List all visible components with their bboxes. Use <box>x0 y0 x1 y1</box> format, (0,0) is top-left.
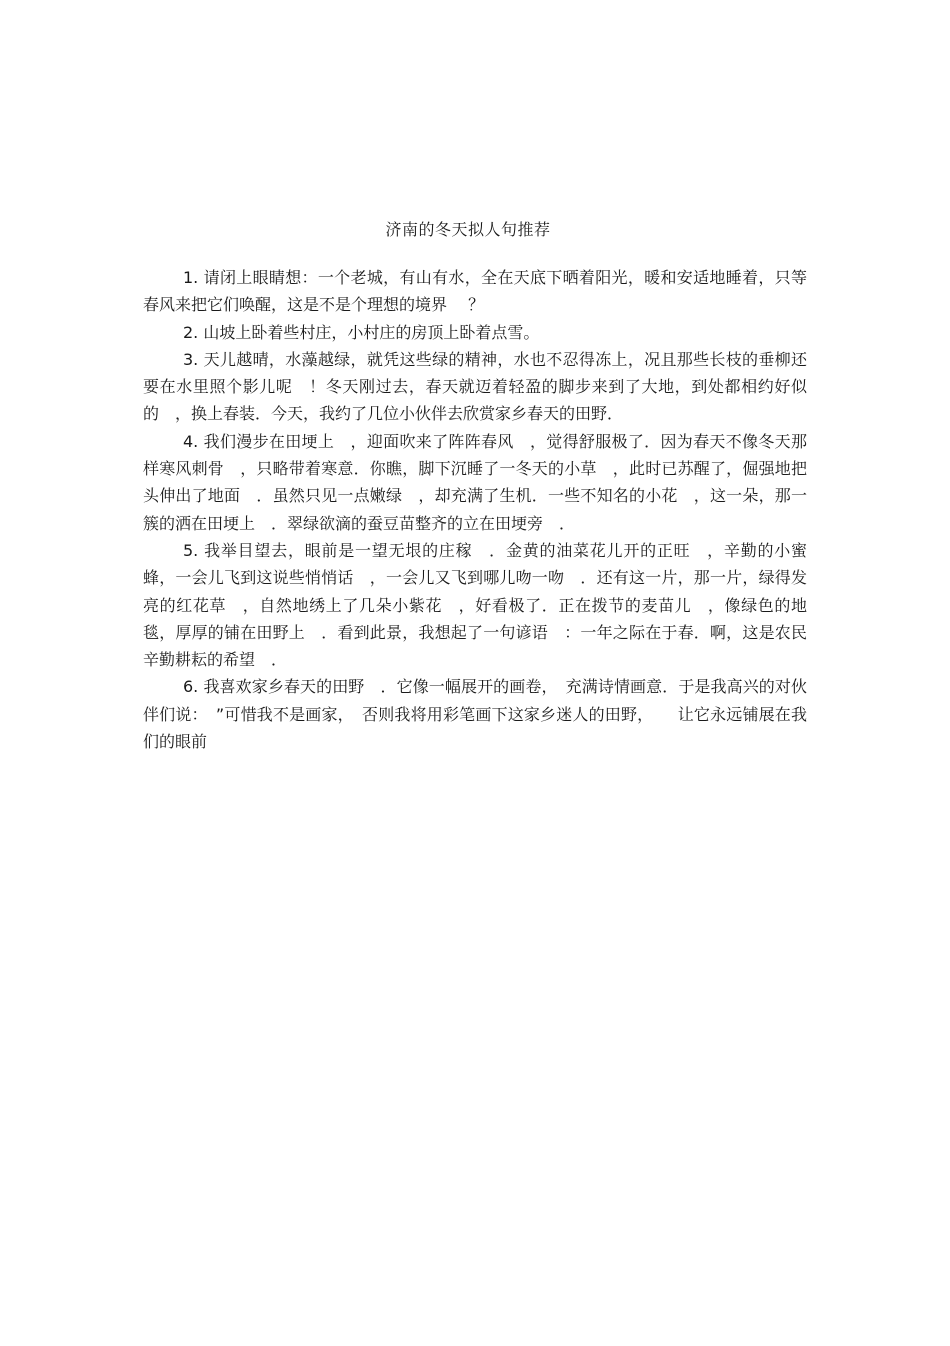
document-body <box>143 264 807 755</box>
paragraph-2: 2. 山坡上卧着些村庄，小村庄的房顶上卧着点雪。 <box>183 322 540 342</box>
paragraph-4: 4. 我们漫步在田埂上 ，迎面吹来了阵阵春风 ，觉得舒服极了．因为春天不像冬天那样寒风刺骨 ，只略带着寒意．你瞧，脚下沉睡了一冬天的小草 ，此时已苏醒了，倔强地把头伸出了地面 ．虽然只见一点嫩绿 ，却充满了生机．一些不知名的小花 ，这一朵，那一簇的洒在田埂上 ．翠绿欲滴的蚕豆苗整齐的立在田埂旁 ． <box>143 431 807 533</box>
document-title: 济南的冬天拟人句推荐 <box>385 220 551 239</box>
paragraph-5: 5. 我举目望去，眼前是一望无垠的庄稼 ．金黄的油菜花儿开的正旺 ，辛勤的小蜜蜂，一会儿飞到这说些悄悄话 ，一会儿又飞到哪儿吻一吻 ．还有这一片，那一片，绿得发亮的红花草 ，自然地绣上了几朵小紫花 ，好看极了．正在拨节的麦苗儿 ，像绿色的地毯，厚厚的铺在田野上 ．看到此景，我想起了一句谚语 ：一年之际在于春．啊，这是农民辛勤耕耘的希望 ． <box>143 540 807 670</box>
paragraph-1: 1. 请闭上眼睛想：一个老城，有山有水，全在天底下晒着阳光，暖和安适地睡着，只等春风来把它们唤醒，这是不是个理想的境界 ？ <box>143 268 807 315</box>
paragraph-6: 6. 我喜欢家乡春天的田野 ．它像一幅展开的画卷， 充满诗情画意．于是我高兴的对伙伴们说： ”可惜我不是画家， 否则我将用彩笔画下这家乡迷人的田野， 让它永远铺展在我们的眼前 <box>143 677 807 752</box>
paragraph-3: 3. 天儿越晴，水藻越绿，就凭这些绿的精神，水也不忍得冻上，况且那些长枝的垂柳还要在水里照个影儿呢 ！冬天刚过去，春天就迈着轻盈的脚步来到了大地，到处都相约好似的 ，换上春装．今天，我约了几位小伙伴去欣赏家乡春天的田野． <box>143 349 807 424</box>
